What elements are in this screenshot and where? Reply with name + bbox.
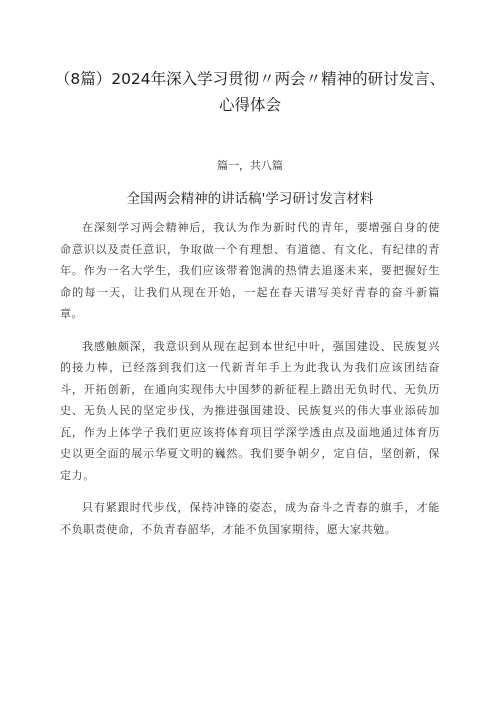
document-title: [40, 66, 460, 118]
article-heading: 全国两会精神的讲话稿'学习研讨发言材料: [126, 191, 374, 207]
document-title-line-1: （8篇）2024年深入学习贯彻〃两会〃精神的研讨发言、: [54, 70, 446, 88]
body-paragraph-3: 只有紧跟时代步伐，保持冲锋的姿态，成为奋斗之青春的旗手，才能不负职责使命，不负青春韶华，才能不负国家期待，愿大家共勉。: [60, 501, 440, 536]
article-body: [60, 217, 440, 551]
document-title-line-2: 心得体会: [218, 96, 281, 114]
body-paragraph-1: 在深刻学习两会精神后，我认为作为新时代的青年，要增强自身的使命意识以及责任意识，争取做一个有理想、有道德、有文化、有纪律的青年。作为一名大学生，我们应该带着饱满的热情去追逐未来，要把握好生命的每一天，让我们从现在开始，一起在春天谱写美好青春的奋斗新篇章。: [60, 221, 440, 320]
section-label: 篇一，共八篇: [217, 159, 283, 172]
body-paragraph-2: 我感触颇深，我意识到从现在起到本世纪中叶，强国建设、民族复兴的接力棒，已经落到我们这一代新青年手上为此我认为我们应该团结奋斗，开拓创新，在通向实现伟大中国梦的新征程上踏出无负时代、无负历史、无负人民的坚定步伐，为推进强国建设、民族复兴的伟大事业添砖加瓦，作为上体学子我们更应该将体育项目学深学透由点及面地通过体育历史以更全面的展示华夏文明的巍然。我们要争朝夕，定自信，坚创新，保定力。: [60, 339, 440, 482]
